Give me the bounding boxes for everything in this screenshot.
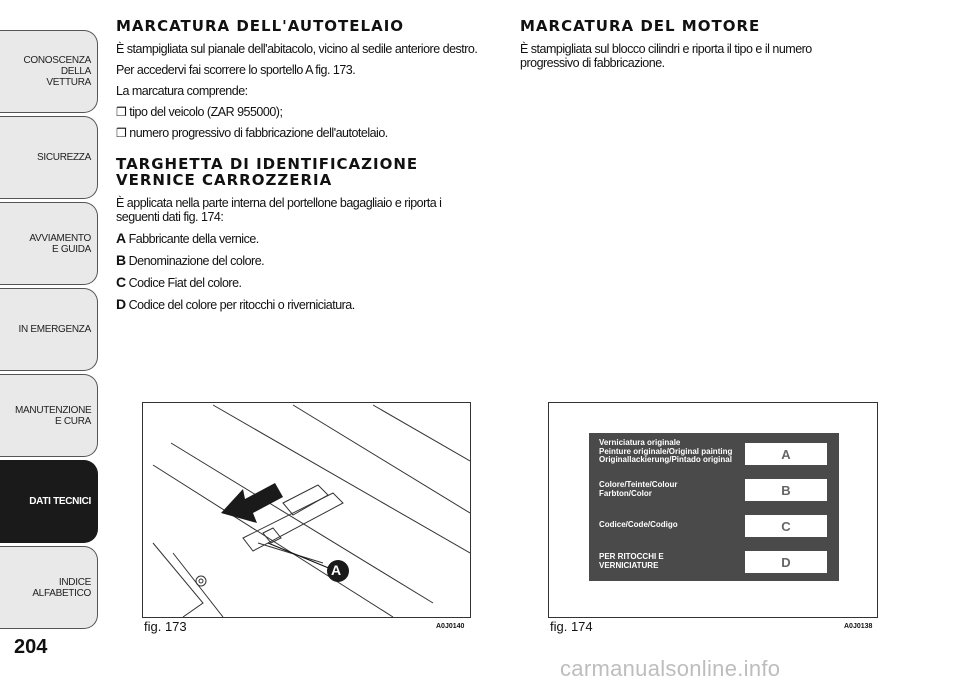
figure-174-caption: fig. 174	[550, 619, 593, 634]
watermark: carmanualsonline.info	[560, 656, 781, 681]
arrow-icon	[221, 483, 283, 523]
tab-in-emergenza[interactable]: IN EMERGENZA	[0, 288, 98, 371]
bullet-item: ❒ tipo del veicolo (ZAR 955000);	[116, 105, 283, 119]
chapter-tabs	[0, 0, 100, 640]
paint-identification-plate	[589, 433, 839, 581]
right-column	[520, 18, 890, 77]
floor-hatch-illustration	[143, 403, 470, 617]
tab-manutenzione-e-cura[interactable]: MANUTENZIONE E CURA	[0, 374, 98, 457]
plate-row-c-text: Codice/Code/Codigo	[599, 520, 678, 529]
figure-174-code: A0J0138	[844, 623, 873, 630]
checkbox-bullet-icon: ❒	[116, 126, 127, 140]
paragraph: Per accedervi fai scorrere lo sportello A fig. 173.	[116, 63, 356, 77]
tab-indice-alfabetico[interactable]: INDICE ALFABETICO	[0, 546, 98, 629]
lettered-item: D Codice del colore per ritocchi o riverniciatura.	[116, 296, 355, 312]
bullet-item: ❒ numero progressivo di fabbricazione dell'autotelaio.	[116, 126, 388, 140]
paragraph: È applicata nella parte interna del portellone bagagliaio e riporta i seguenti dati fig. 174:	[116, 196, 442, 224]
plate-box-a: A	[745, 443, 827, 465]
lettered-item: A Fabbricante della vernice.	[116, 230, 259, 246]
page-number: 204	[14, 636, 48, 658]
figure-173-caption: fig. 173	[144, 619, 187, 634]
plate-box-d: D	[745, 551, 827, 573]
heading-targhetta-vernice: TARGHETTA DI IDENTIFICAZIONE VERNICE CARROZZERIA	[116, 155, 419, 189]
lettered-item: C Codice Fiat del colore.	[116, 274, 242, 290]
paragraph: È stampigliata sul pianale dell'abitacolo, vicino al sedile anteriore destro.	[116, 42, 478, 56]
figure-173-code: A0J0140	[436, 623, 465, 630]
tab-avviamento-e-guida[interactable]: AVVIAMENTO E GUIDA	[0, 202, 98, 285]
tab-sicurezza[interactable]: SICUREZZA	[0, 116, 98, 199]
paragraph: La marcatura comprende:	[116, 84, 248, 98]
heading-marcatura-motore: MARCATURA DEL MOTORE	[520, 17, 761, 35]
paragraph: È stampigliata sul blocco cilindri e riporta il tipo e il numero progressivo di fabbricazione.	[520, 42, 812, 70]
heading-marcatura-autotelaio: MARCATURA DELL'AUTOTELAIO	[116, 17, 405, 35]
figure-173	[142, 402, 471, 618]
left-column	[116, 18, 486, 319]
tab-conoscenza-della-vettura[interactable]: CONOSCENZA DELLA VETTURA	[0, 30, 98, 113]
plate-box-b: B	[745, 479, 827, 501]
figure-174	[548, 402, 878, 618]
plate-row-b-text: Colore/Teinte/Colour Farbton/Color	[599, 480, 678, 498]
lettered-item: B Denominazione del colore.	[116, 252, 265, 268]
plate-row-a-text: Verniciatura originale Peinture originale/Original painting Originallackierung/Pintado original	[599, 438, 733, 464]
checkbox-bullet-icon: ❒	[116, 105, 127, 119]
plate-box-c: C	[745, 515, 827, 537]
tab-dati-tecnici[interactable]: DATI TECNICI	[0, 460, 98, 543]
plate-row-d-text: PER RITOCCHI E VERNICIATURE	[599, 552, 664, 570]
callout-a-label: A	[331, 562, 342, 578]
